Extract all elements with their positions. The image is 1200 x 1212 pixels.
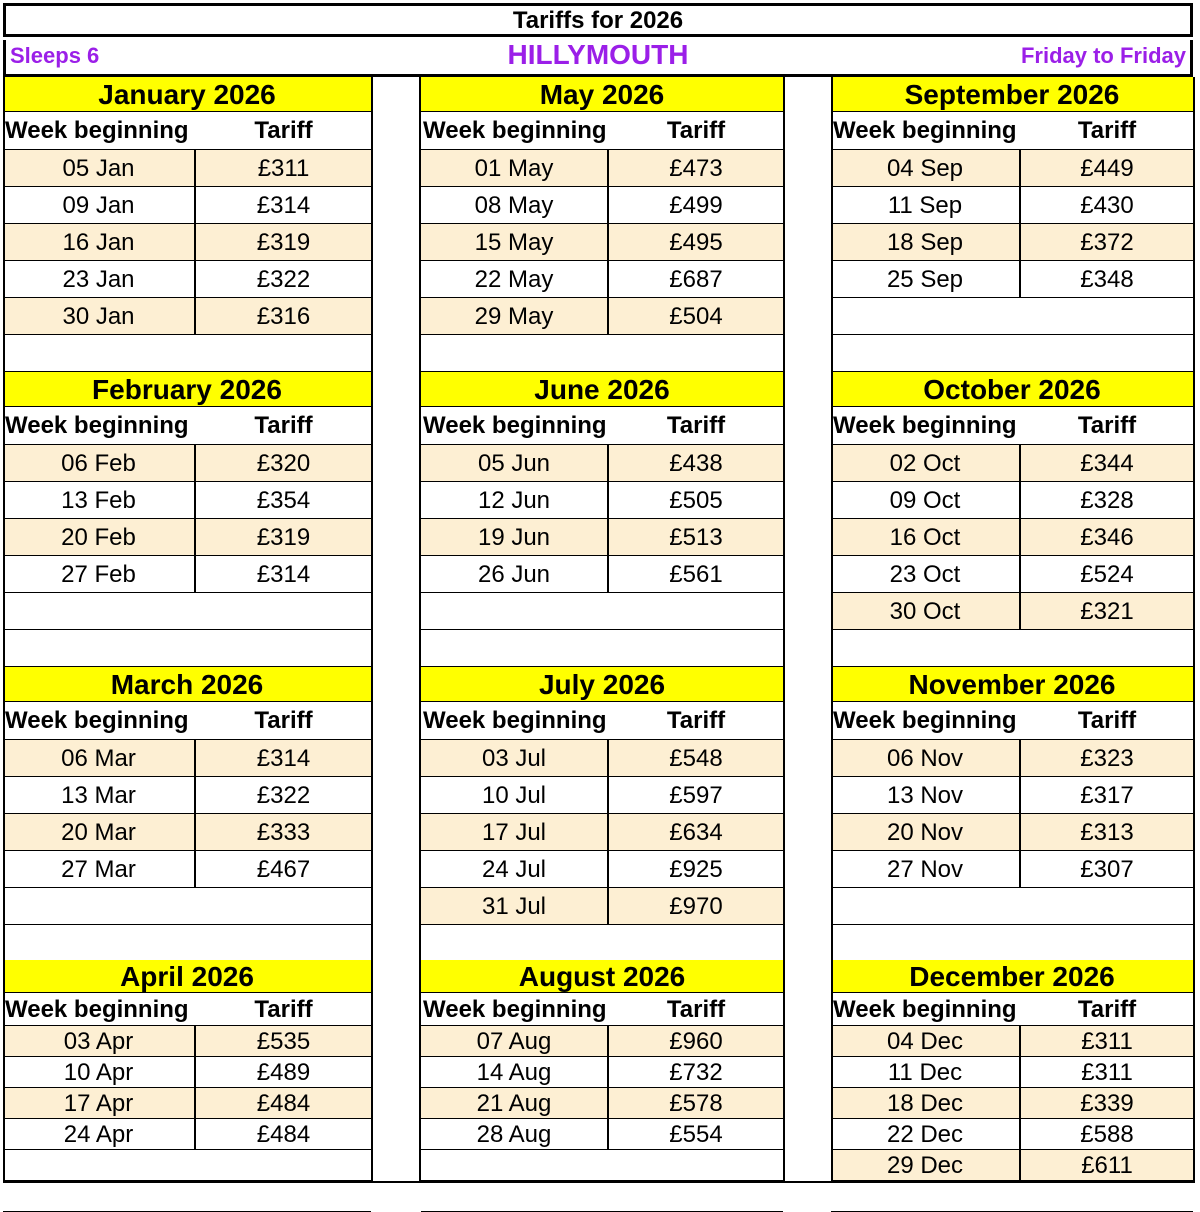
tariff-price: £311	[257, 155, 310, 182]
tariff-price: £484	[256, 1090, 311, 1117]
week-date: 10 Jul	[421, 777, 609, 814]
week-date: 29 May	[421, 298, 609, 335]
tariff-row	[831, 445, 1193, 482]
tariff-row	[831, 482, 1193, 519]
week-beginning-header: Week beginning	[423, 707, 607, 734]
tariff-price: £484	[256, 1121, 311, 1148]
week-date: 02 Oct	[831, 445, 1021, 482]
tariff-row	[831, 261, 1193, 298]
month-title: September 2026	[831, 77, 1193, 112]
tariff-price: £535	[256, 1028, 311, 1055]
spacer-row	[3, 925, 371, 962]
tariff-price: £322	[256, 266, 311, 293]
week-date: 16 Oct	[831, 519, 1021, 556]
week-date: 17 Jul	[421, 814, 609, 851]
column-header-row	[421, 993, 783, 1026]
tariff-price: £323	[1080, 745, 1134, 772]
spacer-row	[421, 335, 783, 372]
month-table	[831, 372, 1193, 667]
tariff-row	[421, 777, 783, 814]
tariff-row	[831, 224, 1193, 261]
tariff-price: £634	[669, 819, 723, 846]
empty-row	[421, 593, 783, 630]
month-title: August 2026	[421, 960, 783, 993]
tariff-row	[3, 1057, 371, 1088]
week-date: 10 Apr	[3, 1057, 196, 1088]
tariff-row	[831, 1026, 1193, 1057]
tariff-price: £372	[1080, 229, 1134, 256]
column-header-row	[421, 702, 783, 740]
month-title: February 2026	[3, 372, 371, 407]
month-table	[3, 372, 371, 667]
week-beginning-header: Week beginning	[423, 117, 607, 144]
column-header-row	[3, 407, 371, 445]
month-table	[421, 372, 783, 667]
week-date: 13 Feb	[3, 482, 196, 519]
week-date: 22 Dec	[831, 1119, 1021, 1150]
tariff-price: £319	[256, 524, 311, 551]
week-date: 28 Aug	[421, 1119, 609, 1150]
tariff-row	[831, 740, 1193, 777]
week-date: 27 Nov	[831, 851, 1021, 888]
week-beginning-header: Week beginning	[833, 707, 1017, 734]
week-date: 30 Oct	[831, 593, 1021, 630]
month-title: December 2026	[831, 960, 1193, 993]
week-date: 06 Nov	[831, 740, 1021, 777]
tariff-row	[421, 1026, 783, 1057]
tariff-row	[3, 445, 371, 482]
tariff-row	[831, 814, 1193, 851]
tariff-row	[3, 519, 371, 556]
tariff-price: £449	[1080, 155, 1134, 182]
tariff-price: £344	[1080, 450, 1134, 477]
tariff-price: £311	[1081, 1028, 1133, 1055]
tariff-price: £524	[1080, 561, 1134, 588]
page-title: Tariffs for 2026	[3, 3, 1193, 37]
grid-divider	[3, 77, 5, 1182]
tariff-price: £319	[256, 229, 311, 256]
tariff-price: £346	[1080, 524, 1134, 551]
tariff-row	[421, 224, 783, 261]
tariff-row	[421, 187, 783, 224]
month-table	[831, 77, 1193, 372]
tariff-header: Tariff	[666, 707, 726, 734]
property-name: HILLYMOUTH	[507, 39, 689, 70]
tariff-row	[421, 445, 783, 482]
tariff-row	[3, 298, 371, 335]
tariff-header: Tariff	[1077, 707, 1137, 734]
column-header-row	[421, 407, 783, 445]
tariff-header: Tariff	[254, 995, 313, 1023]
tariff-price: £314	[256, 561, 311, 588]
week-date: 14 Aug	[421, 1057, 609, 1088]
week-date: 18 Sep	[831, 224, 1021, 261]
tariff-row	[3, 482, 371, 519]
tariff-price: £438	[669, 450, 723, 477]
month-table	[421, 667, 783, 962]
week-date: 20 Mar	[3, 814, 196, 851]
tariff-price: £505	[669, 487, 723, 514]
tariff-price: £513	[669, 524, 723, 551]
tariff-price: £333	[256, 819, 311, 846]
tariff-row	[831, 1150, 1193, 1181]
week-date: 29 Dec	[831, 1150, 1021, 1181]
tariff-row	[3, 1119, 371, 1150]
spacer-row	[831, 335, 1193, 372]
column-header-row	[831, 112, 1193, 150]
week-beginning-header: Week beginning	[833, 412, 1017, 439]
column-header-row	[3, 702, 371, 740]
tariff-price: £687	[669, 266, 723, 293]
week-date: 07 Aug	[421, 1026, 609, 1057]
empty-row	[3, 593, 371, 630]
tariff-row	[421, 740, 783, 777]
tariff-price: £588	[1080, 1121, 1134, 1148]
empty-row	[831, 298, 1193, 335]
tariff-price: £504	[669, 303, 723, 330]
spacer-row	[3, 335, 371, 372]
tariff-row	[831, 593, 1193, 630]
month-title: May 2026	[421, 77, 783, 112]
grid-divider	[783, 77, 785, 1182]
grid-divider	[831, 77, 833, 1182]
tariff-price: £348	[1080, 266, 1134, 293]
tariff-row	[831, 777, 1193, 814]
spacer-row	[421, 1181, 783, 1212]
tariff-header: Tariff	[1077, 412, 1137, 439]
tariff-row	[831, 1057, 1193, 1088]
tariff-price: £339	[1080, 1090, 1134, 1117]
tariff-row	[421, 556, 783, 593]
month-title: July 2026	[421, 667, 783, 702]
week-date: 25 Sep	[831, 261, 1021, 298]
tariff-price: £307	[1080, 856, 1134, 883]
tariff-price: £495	[669, 229, 723, 256]
tariff-row	[421, 519, 783, 556]
week-date: 15 May	[421, 224, 609, 261]
tariff-price: £311	[1081, 1059, 1133, 1086]
month-title: March 2026	[3, 667, 371, 702]
tariff-price: £473	[669, 155, 723, 182]
tariff-price: £597	[669, 782, 723, 809]
tariff-row	[421, 298, 783, 335]
month-title: June 2026	[421, 372, 783, 407]
week-beginning-header: Week beginning	[5, 995, 189, 1023]
tariff-row	[3, 740, 371, 777]
tariff-price: £320	[256, 450, 311, 477]
spacer-row	[831, 925, 1193, 962]
tariff-row	[421, 851, 783, 888]
month-title: April 2026	[3, 960, 371, 993]
tariff-row	[3, 1088, 371, 1119]
tariff-header: Tariff	[254, 707, 313, 734]
spacer-row	[3, 1181, 371, 1212]
tariff-header: Tariff	[254, 117, 313, 144]
tariff-header: Tariff	[666, 412, 726, 439]
week-date: 06 Mar	[3, 740, 196, 777]
tariff-header: Tariff	[666, 117, 726, 144]
tariff-row	[421, 1088, 783, 1119]
month-table	[3, 667, 371, 962]
tariff-row	[831, 1088, 1193, 1119]
tariff-row	[421, 814, 783, 851]
column-header-row	[831, 407, 1193, 445]
tariff-price: £354	[256, 487, 311, 514]
subtitle-bar	[3, 40, 1193, 77]
week-date: 05 Jun	[421, 445, 609, 482]
tariff-price: £970	[669, 893, 723, 920]
week-date: 04 Dec	[831, 1026, 1021, 1057]
tariff-row	[831, 851, 1193, 888]
column-header-row	[831, 993, 1193, 1026]
column-header-row	[421, 112, 783, 150]
tariff-price: £317	[1080, 782, 1134, 809]
week-date: 06 Feb	[3, 445, 196, 482]
tariff-price: £554	[669, 1121, 723, 1148]
tariff-price: £561	[669, 561, 723, 588]
tariff-price: £499	[669, 192, 723, 219]
tariff-price: £467	[256, 856, 311, 883]
week-beginning-header: Week beginning	[833, 117, 1017, 144]
week-date: 23 Oct	[831, 556, 1021, 593]
sleeps-label: Sleeps 6	[10, 43, 100, 68]
week-date: 16 Jan	[3, 224, 196, 261]
week-date: 26 Jun	[421, 556, 609, 593]
tariff-price: £430	[1080, 192, 1134, 219]
tariff-price: £578	[669, 1090, 723, 1117]
month-title: November 2026	[831, 667, 1193, 702]
tariff-price: £548	[669, 745, 723, 772]
tariff-price: £314	[256, 745, 311, 772]
grid-divider	[3, 1181, 1195, 1183]
spacer-row	[421, 925, 783, 962]
tariff-row	[3, 150, 371, 187]
tariff-row	[3, 556, 371, 593]
tariff-row	[421, 261, 783, 298]
week-date: 04 Sep	[831, 150, 1021, 187]
month-table	[421, 960, 783, 1212]
tariff-row	[3, 777, 371, 814]
tariff-row	[3, 187, 371, 224]
week-date: 18 Dec	[831, 1088, 1021, 1119]
empty-row	[421, 1150, 783, 1181]
week-date: 21 Aug	[421, 1088, 609, 1119]
empty-row	[3, 888, 371, 925]
tariff-price: £960	[669, 1028, 723, 1055]
tariff-row	[3, 224, 371, 261]
tariff-row	[421, 888, 783, 925]
week-date: 20 Nov	[831, 814, 1021, 851]
tariff-row	[421, 1119, 783, 1150]
empty-row	[3, 1150, 371, 1181]
spacer-row	[831, 630, 1193, 667]
tariff-row	[3, 1026, 371, 1057]
week-date: 03 Apr	[3, 1026, 196, 1057]
week-date: 30 Jan	[3, 298, 196, 335]
tariff-price: £321	[1080, 598, 1134, 625]
week-date: 19 Jun	[421, 519, 609, 556]
week-date: 27 Feb	[3, 556, 196, 593]
tariff-row	[831, 1119, 1193, 1150]
week-date: 23 Jan	[3, 261, 196, 298]
week-date: 09 Jan	[3, 187, 196, 224]
month-title: October 2026	[831, 372, 1193, 407]
empty-row	[831, 888, 1193, 925]
column-header-row	[3, 993, 371, 1026]
month-table	[421, 77, 783, 372]
tariff-row	[831, 150, 1193, 187]
tariff-row	[3, 261, 371, 298]
week-date: 08 May	[421, 187, 609, 224]
tariff-row	[421, 150, 783, 187]
column-header-row	[3, 112, 371, 150]
spacer-row	[421, 630, 783, 667]
week-date: 13 Nov	[831, 777, 1021, 814]
tariff-row	[3, 814, 371, 851]
week-date: 22 May	[421, 261, 609, 298]
spacer-row	[3, 630, 371, 667]
changeover-label: Friday to Friday	[1020, 43, 1186, 68]
column-header-row	[831, 702, 1193, 740]
week-beginning-header: Week beginning	[5, 117, 189, 144]
tariff-price: £322	[256, 782, 311, 809]
week-beginning-header: Week beginning	[833, 995, 1017, 1023]
week-beginning-header: Week beginning	[5, 412, 189, 439]
month-title: January 2026	[3, 77, 371, 112]
spacer-row	[831, 1181, 1193, 1212]
grid-divider	[419, 77, 421, 1182]
week-date: 11 Sep	[831, 187, 1021, 224]
tariff-price: £611	[1081, 1152, 1133, 1179]
tariff-row	[3, 851, 371, 888]
tariff-price: £313	[1080, 819, 1134, 846]
month-table	[831, 960, 1193, 1212]
month-table	[3, 77, 371, 372]
week-date: 09 Oct	[831, 482, 1021, 519]
week-date: 24 Jul	[421, 851, 609, 888]
tariff-row	[831, 556, 1193, 593]
tariff-price: £925	[669, 856, 723, 883]
tariff-row	[421, 1057, 783, 1088]
month-table	[3, 960, 371, 1212]
tariff-price: £489	[256, 1059, 311, 1086]
tariff-header: Tariff	[666, 995, 726, 1023]
tariff-price: £328	[1080, 487, 1134, 514]
month-table	[831, 667, 1193, 962]
grid-divider	[371, 77, 373, 1182]
tariff-price: £314	[256, 192, 311, 219]
week-date: 12 Jun	[421, 482, 609, 519]
week-beginning-header: Week beginning	[423, 995, 607, 1023]
week-date: 31 Jul	[421, 888, 609, 925]
week-date: 05 Jan	[3, 150, 196, 187]
week-date: 20 Feb	[3, 519, 196, 556]
tariff-row	[421, 482, 783, 519]
tariff-price: £316	[256, 303, 311, 330]
week-date: 11 Dec	[831, 1057, 1021, 1088]
week-beginning-header: Week beginning	[5, 707, 189, 734]
tariff-row	[831, 187, 1193, 224]
week-date: 13 Mar	[3, 777, 196, 814]
tariff-row	[831, 519, 1193, 556]
grid-divider	[1193, 77, 1195, 1182]
week-date: 01 May	[421, 150, 609, 187]
week-date: 24 Apr	[3, 1119, 196, 1150]
tariff-header: Tariff	[1077, 117, 1137, 144]
week-beginning-header: Week beginning	[423, 412, 607, 439]
week-date: 27 Mar	[3, 851, 196, 888]
tariff-header: Tariff	[1077, 995, 1137, 1023]
tariff-header: Tariff	[254, 412, 313, 439]
tariff-price: £732	[669, 1059, 723, 1086]
week-date: 17 Apr	[3, 1088, 196, 1119]
week-date: 03 Jul	[421, 740, 609, 777]
